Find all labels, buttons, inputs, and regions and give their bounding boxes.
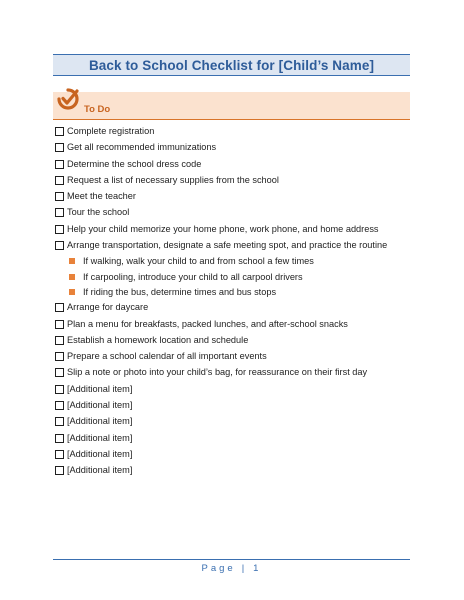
page-footer (53, 559, 410, 574)
checkbox[interactable] (55, 466, 64, 475)
checklist-item[interactable] (55, 206, 425, 222)
checklist-item-label: [Additional item] (67, 448, 133, 459)
square-bullet-icon (69, 289, 75, 295)
checklist-item-label: [Additional item] (67, 432, 133, 443)
checklist-item[interactable] (55, 448, 425, 464)
checkbox[interactable] (55, 352, 64, 361)
checklist-item-label: [Additional item] (67, 465, 133, 476)
checkbox[interactable] (55, 320, 64, 329)
checklist-item[interactable] (55, 125, 425, 141)
checklist-item[interactable] (55, 141, 425, 157)
checkbox[interactable] (55, 225, 64, 234)
checklist-item-label: Slip a note or photo into your child’s bag, for reassurance on their first day (67, 367, 368, 378)
checkbox[interactable] (55, 434, 64, 443)
checklist-item[interactable] (55, 350, 425, 366)
checkbox[interactable] (55, 176, 64, 185)
checkbox[interactable] (55, 368, 64, 377)
checklist-item-label: Determine the school dress code (67, 158, 202, 169)
checklist-item[interactable] (55, 190, 425, 206)
checklist-item[interactable] (55, 399, 425, 415)
checklist-item[interactable] (55, 366, 425, 382)
checkbox[interactable] (55, 450, 64, 459)
sub-item-label: If walking, walk your child to and from school a few times (83, 256, 314, 267)
sub-item-label: If riding the bus, determine times and bus stops (83, 286, 277, 297)
checkbox[interactable] (55, 385, 64, 394)
checklist-item-label: Establish a homework location and schedule (67, 334, 249, 345)
checklist-item-label: Arrange transportation, designate a safe meeting spot, and practice the routine (67, 240, 388, 251)
checkbox[interactable] (55, 208, 64, 217)
checklist-item-label: Tour the school (67, 207, 130, 218)
checklist-sub-item (55, 286, 425, 301)
checkbox[interactable] (55, 143, 64, 152)
checkbox[interactable] (55, 160, 64, 169)
title-banner (53, 54, 410, 76)
page-title: Back to School Checklist for [Child’s Name] (88, 57, 375, 73)
checklist (55, 125, 425, 481)
checklist-item[interactable] (55, 301, 425, 317)
square-bullet-icon (69, 274, 75, 280)
checkbox[interactable] (55, 127, 64, 136)
square-bullet-icon (69, 258, 75, 264)
checklist-item-label: [Additional item] (67, 383, 133, 394)
section-title: To Do (84, 104, 111, 115)
checklist-item-label: Get all recommended immunizations (67, 142, 217, 153)
checkbox[interactable] (55, 192, 64, 201)
checklist-item[interactable] (55, 464, 425, 480)
checklist-item[interactable] (55, 334, 425, 350)
checklist-sub-item (55, 255, 425, 270)
checklist-item-label: Arrange for daycare (67, 302, 149, 313)
checkbox[interactable] (55, 417, 64, 426)
checklist-item-label: [Additional item] (67, 416, 133, 427)
checklist-item[interactable] (55, 158, 425, 174)
checklist-item[interactable] (55, 432, 425, 448)
page-separator: | (241, 563, 248, 574)
checkbox[interactable] (55, 241, 64, 250)
checkmark-circle-icon (55, 86, 81, 112)
page-number: 1 (253, 563, 262, 574)
page-label: Page (201, 563, 236, 574)
checklist-item-label: Prepare a school calendar of all important events (67, 351, 267, 362)
checklist-item[interactable] (55, 239, 425, 255)
checklist-item[interactable] (55, 383, 425, 399)
sub-item-label: If carpooling, introduce your child to all carpool drivers (83, 271, 303, 282)
checklist-item-label: Request a list of necessary supplies from the school (67, 174, 279, 185)
checklist-item[interactable] (55, 223, 425, 239)
checklist-item[interactable] (55, 318, 425, 334)
checklist-item-label: Complete registration (67, 126, 155, 136)
checklist-sub-item (55, 271, 425, 286)
section-header-todo (53, 92, 410, 120)
checklist-item-label: [Additional item] (67, 400, 133, 411)
checklist-item[interactable] (55, 174, 425, 190)
checkbox[interactable] (55, 303, 64, 312)
checklist-item[interactable] (55, 415, 425, 431)
checklist-item-label: Plan a menu for breakfasts, packed lunches, and after-school snacks (67, 318, 348, 329)
checklist-item-label: Help your child memorize your home phone, work phone, and home address (67, 223, 379, 234)
checkbox[interactable] (55, 401, 64, 410)
checkbox[interactable] (55, 336, 64, 345)
checklist-item-label: Meet the teacher (67, 191, 136, 202)
